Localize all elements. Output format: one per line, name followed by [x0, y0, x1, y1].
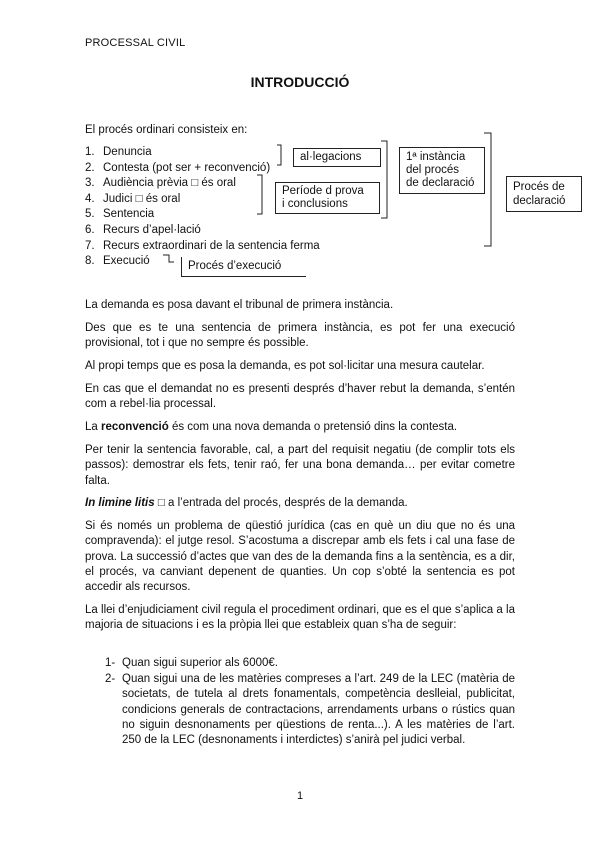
- proces-declaracio-box: Procés de declaració: [506, 176, 582, 212]
- list-item: 3. Audiència prèvia □ és oral: [85, 177, 236, 190]
- connector-execucio: [163, 255, 174, 262]
- proces-execucio-box: Procés d’execució: [181, 257, 306, 277]
- page-number: 1: [296, 790, 304, 802]
- list-item: 8. Execució: [85, 255, 150, 268]
- paragraph: Des que es te una sentencia de primera instància, es pot fer una execució provisional, tot i que no sempre és possible.: [85, 322, 515, 350]
- primera-instancia-box: 1ª instància del procés de declaració: [399, 147, 485, 194]
- list-item: 6. Recurs d’apel·lació: [85, 223, 201, 236]
- paragraph: En cas que el demandat no es presenti després d’haver rebut la demanda, s’entén com a rebel·lia processal.: [85, 383, 515, 411]
- page-title: INTRODUCCIÓ: [250, 74, 350, 90]
- allegacions-box: al·legacions: [293, 148, 381, 167]
- paragraph: Per tenir la sentencia favorable, cal, a part del requisit negatiu (de complir tots els passos): demostrar els fets, tenir raó, fer una bona demanda… per evitar cometre falta.: [85, 444, 515, 487]
- list-item: 5. Sentencia: [85, 208, 155, 221]
- periode-prova-box: Període d prova i conclusions: [275, 182, 380, 214]
- paragraph: La demanda es posa davant el tribunal de primera instància.: [85, 299, 394, 311]
- bracket-right: [484, 133, 491, 246]
- bracket-middle: [381, 141, 387, 218]
- list-item: 1- Quan sigui superior als 6000€.: [105, 657, 278, 669]
- list-item: 1. Denuncia: [85, 146, 152, 158]
- intro-line: El procés ordinari consisteix en:: [85, 124, 248, 136]
- bracket-periode: [257, 175, 262, 214]
- paragraph: Al propi temps que es posa la demanda, es pot sol·licitar una mesura cautelar.: [85, 360, 485, 372]
- list-item: 4. Judici □ és oral: [85, 192, 181, 205]
- paragraph-in-limine-litis: In limine litis □ a l’entrada del procés, després de la demanda.: [85, 497, 408, 509]
- list-item: 2. Contesta (pot ser + reconvenció): [85, 161, 271, 174]
- paragraph-reconvencio: La reconvenció és com una nova demanda o pretensió dins la contesta.: [85, 421, 458, 433]
- list-item: 7. Recurs extraordinari de la sentencia ferma: [85, 239, 320, 252]
- bracket-allegacions: [277, 145, 281, 165]
- document-header: PROCESSAL CIVIL: [85, 37, 186, 49]
- list-item: 2- Quan sigui una de les matèries compreses a l’art. 249 de la LEC (matèria de societats, de tutela al drets fonamentals, competència deslleial, publicitat, condicions generals de contractacions, arrendaments urbans o rústics quan no siguin desnonaments per qüestions de renta...). A les matèries de l’art. 250 de la LEC (desnonaments i interdictes) s’anirà pel judici verbal.: [105, 673, 515, 747]
- paragraph: La llei d’enjudiciament civil regula el procediment ordinari, que es el que s’aplica a la majoria de situacions i es la pròpia llei que estableix quan s’ha de seguir:: [85, 604, 515, 632]
- paragraph: Si és només un problema de qüestió jurídica (cas en què un diu que no és una compravenda): el jutge resol. S’acostuma a discrepar amb els fets i cal una fase de prova. La successió d’actes que van des de la demanda fins a la sentència, es a dir, el procés, va canviant depenent de quanties. Un cop s’obté la sentencia es pot accedir als recursos.: [85, 520, 515, 594]
